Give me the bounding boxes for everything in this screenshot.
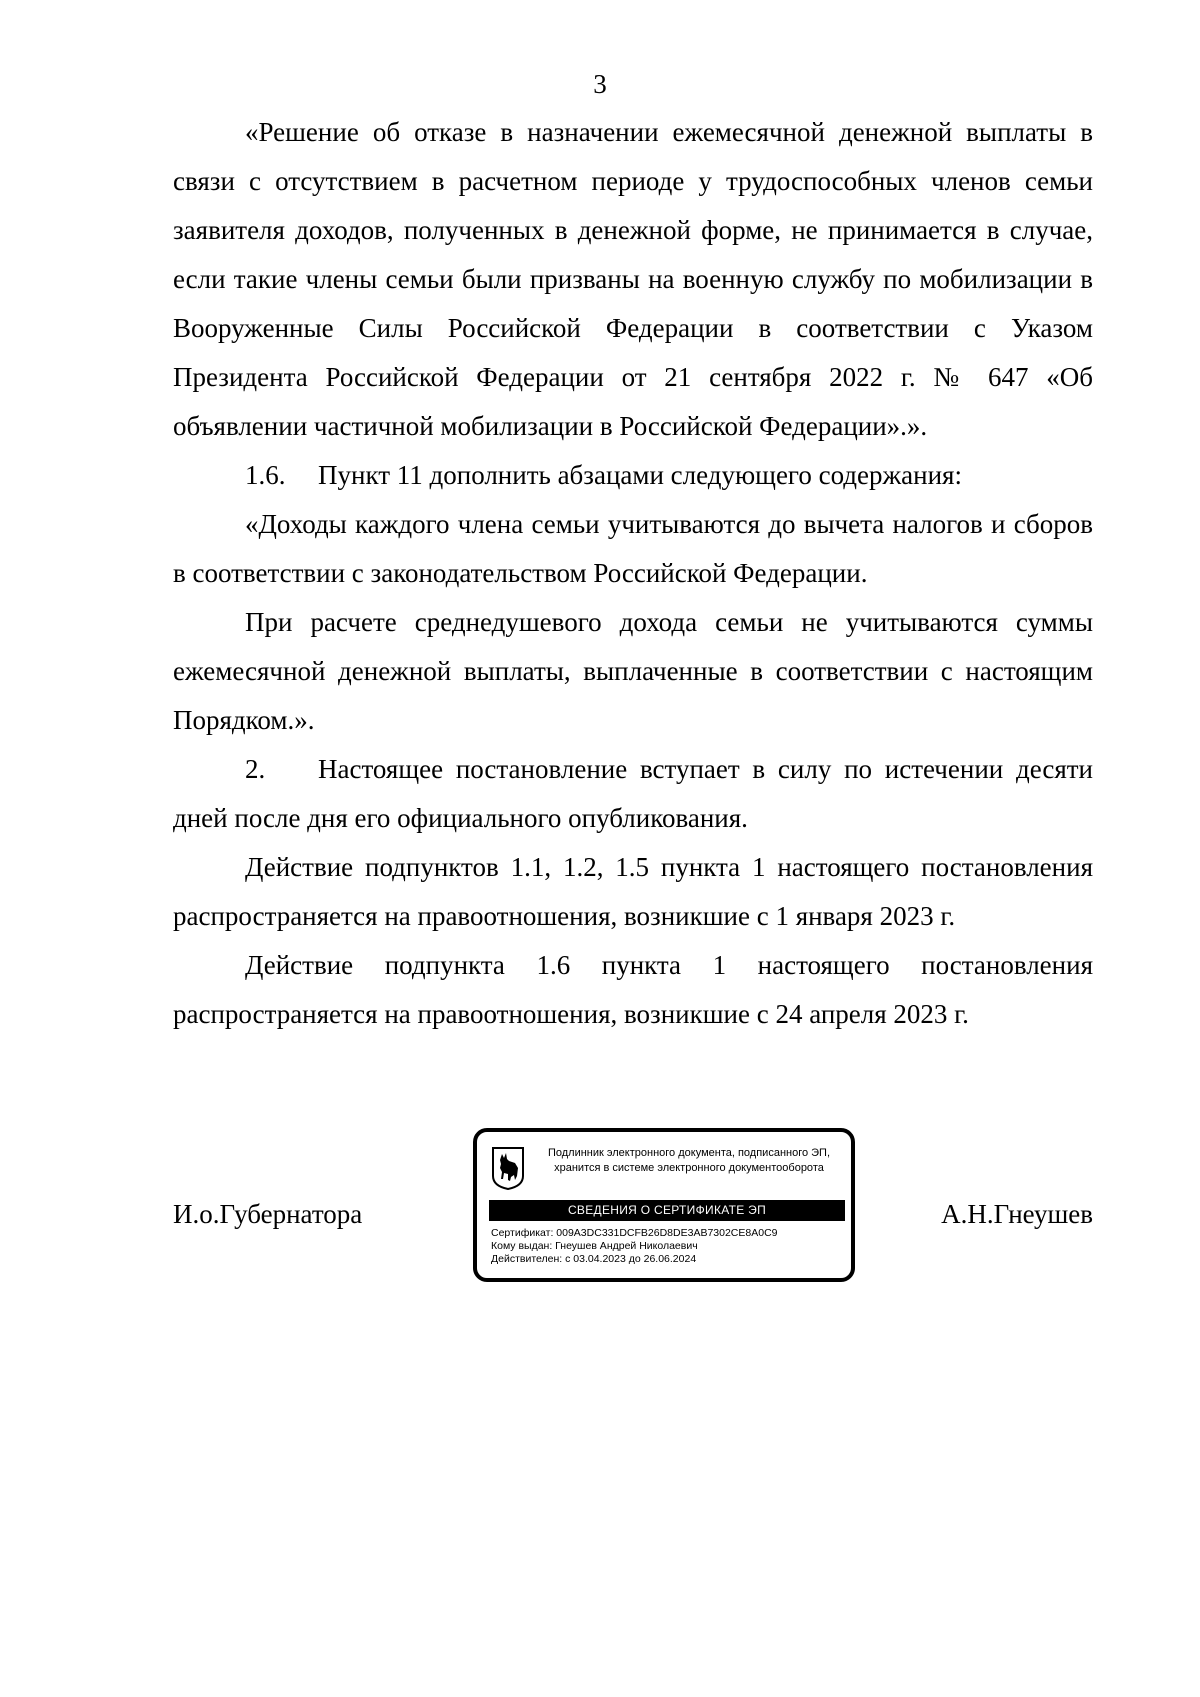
paragraph-effective-apr: Действие подпункта 1.6 пункта 1 настоящего постановления распространяется на правоотношения, возникшие с 24 апреля 2023 г. [173,950,1093,1029]
stamp-header: СВЕДЕНИЯ О СЕРТИФИКАТЕ ЭП [489,1200,845,1221]
stamp-note-line: хранится в системе электронного документооборота [554,1162,824,1174]
item-number: 1.6. [245,460,286,490]
certificate-validity: Действителен: с 03.04.2023 до 26.06.2024 [491,1253,697,1265]
signature-block [173,1128,1093,1288]
stamp-note-line: Подлинник электронного документа, подписанного ЭП, [547,1147,831,1159]
paragraph-item-1-6 [173,451,1093,500]
item-text: Пункт 11 дополнить абзацами следующего содержания: [318,460,962,490]
deer-coat-of-arms-icon [491,1146,525,1190]
electronic-signature-stamp [473,1128,855,1282]
certificate-details [491,1227,847,1266]
paragraph-income-calculation: При расчете среднедушевого дохода семьи не учитываются суммы ежемесячной денежной выплаты, выплаченные в соответствии с настоящим Порядком.». [173,607,1093,735]
certificate-owner: Кому выдан: Гнеушев Андрей Николаевич [491,1240,698,1252]
document-body [173,108,1093,1039]
stamp-note [531,1146,847,1176]
signatory-title: И.о.Губернатора [173,1199,363,1229]
certificate-number: Сертификат: 009A3DC331DCFB26D8DE3AB7302CE8A0C9 [491,1227,778,1239]
page-number: 3 [593,69,607,99]
item-number: 2. [245,754,266,784]
item-text: Настоящее постановление вступает в силу по истечении десяти дней после дня его официального опубликования. [173,754,1093,833]
paragraph-effective-jan: Действие подпунктов 1.1, 1.2, 1.5 пункта 1 настоящего постановления распространяется на правоотношения, возникшие с 1 января 2023 г. [173,852,1093,931]
paragraph-family-income: «Доходы каждого члена семьи учитываются до вычета налогов и сборов в соответствии с законодательством Российской Федерации. [173,509,1093,588]
paragraph-refusal-decision: «Решение об отказе в назначении ежемесячной денежной выплаты в связи с отсутствием в расчетном периоде у трудоспособных членов семьи заявителя доходов, полученных в денежной форме, не принимается в случае, если такие члены семьи были призваны на военную службу по мобилизации в Вооруженные Силы Российской Федерации в соответствии с Указом Президента Российской Федерации от 21 сентября 2022 г. № 647 «Об объявлении частичной мобилизации в Российской Федерации».». [173,117,1093,441]
signatory-name: А.Н.Гнеушев [941,1199,1093,1229]
paragraph-item-2 [173,745,1093,843]
